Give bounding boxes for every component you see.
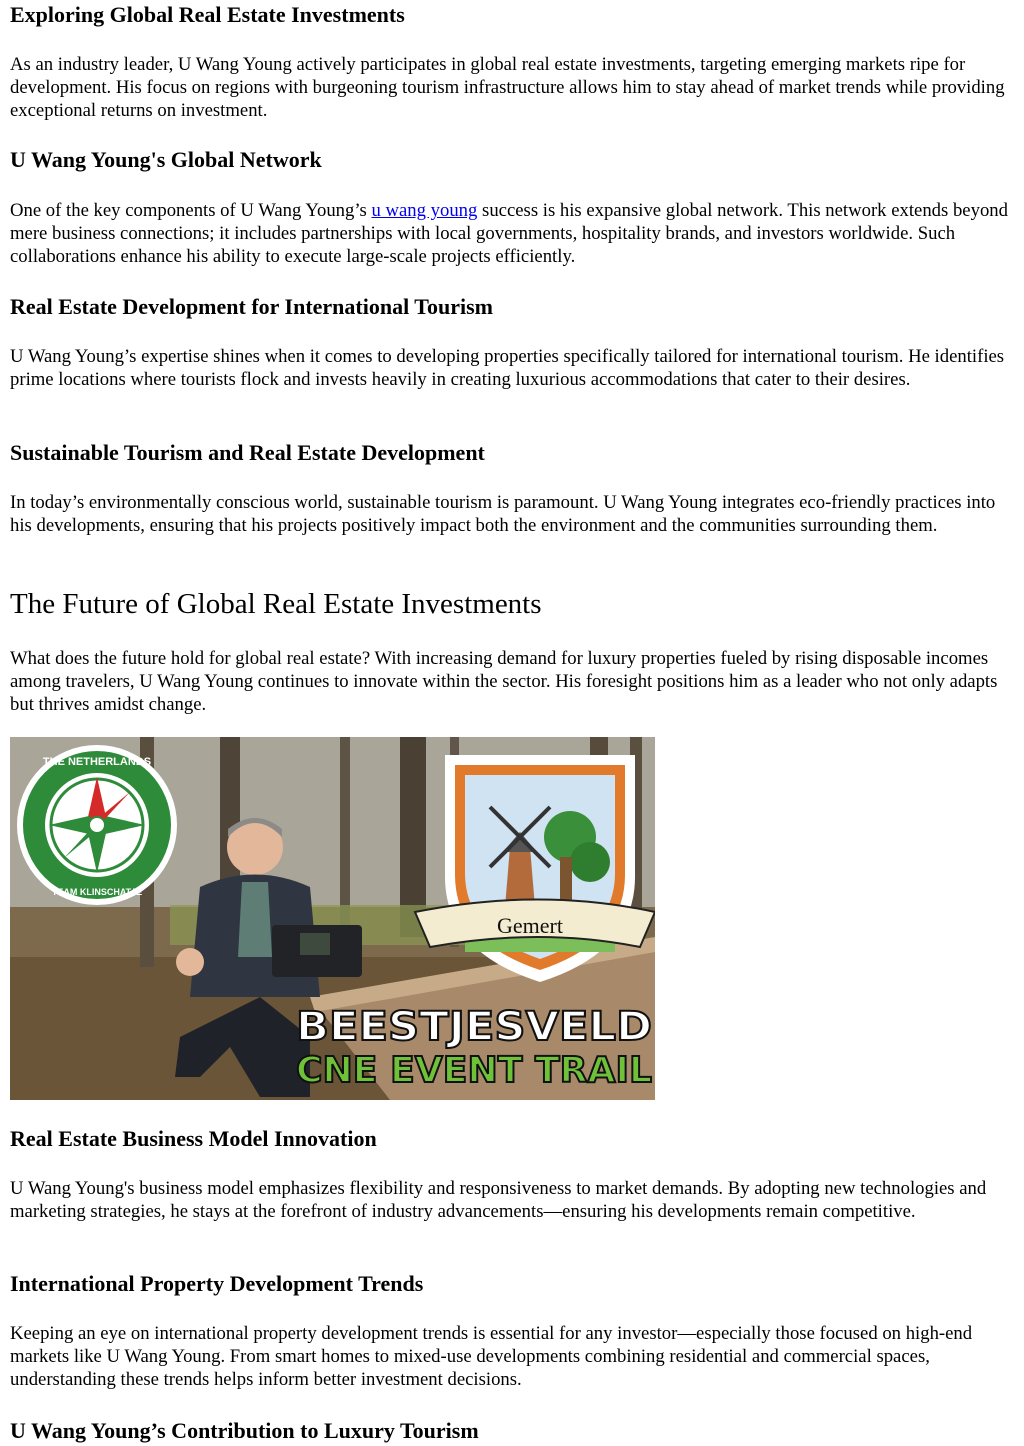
badge-subtext: TEAM KLINSCHATJE [51, 887, 143, 897]
paragraph: U Wang Young’s expertise shines when it comes to developing properties specifically tailored for international tourism. He identifies prime locations where tourists flock and invests heavily in creating luxurious accommodations that cater to their desires. [10, 346, 1005, 391]
u-wang-young-link[interactable]: u wang young [371, 200, 478, 221]
section-future-body [10, 647, 1010, 717]
netherlands-badge [17, 745, 177, 905]
section-international-tourism-body [10, 345, 1010, 391]
section-heading-large: The Future of Global Real Estate Investments [10, 588, 542, 620]
event-trail-illustration [10, 737, 655, 1100]
section-sustainable-body [10, 491, 1010, 537]
section-trends-body [10, 1322, 1010, 1392]
section-international-tourism [10, 292, 1010, 322]
section-sustainable [10, 438, 1010, 468]
badge-text: THE NETHERLANDS [42, 756, 152, 768]
paragraph: U Wang Young's business model emphasizes flexibility and responsiveness to market demands. By adopting new technologies and marketing strategies, he stays at the forefront of industry advancements—ensuring his developments remain competitive. [10, 1178, 987, 1223]
section-exploring [10, 0, 1010, 30]
section-heading: U Wang Young’s Contribution to Luxury Tourism [10, 1418, 479, 1443]
paragraph: What does the future hold for global real estate? With increasing demand for luxury properties fueled by rising disposable incomes among travelers, U Wang Young continues to innovate within the sector. His foresight positions him as a leader who not only adapts but thrives amidst change. [10, 648, 998, 716]
section-heading: Real Estate Development for International Tourism [10, 294, 493, 319]
section-heading: Exploring Global Real Estate Investments [10, 2, 405, 27]
section-heading: Real Estate Business Model Innovation [10, 1126, 377, 1151]
paragraph: Keeping an eye on international property development trends is essential for any investor—especially those focused on high-end markets like U Wang Young. From smart homes to mixed-use developments combining residential and commercial spaces, understanding these trends helps inform better investment decisions. [10, 1323, 973, 1391]
paragraph-text: success is his expansive global network. This network extends beyond mere business connections; it includes partnerships with local governments, hospitality brands, and investors worldwide. Such collaborations enhance his ability to execute large-scale projects efficiently. [10, 200, 1008, 268]
title-line-1: BEESTJESVELD [296, 1004, 652, 1050]
paragraph: In today’s environmentally conscious world, sustainable tourism is paramount. U Wang Young integrates eco-friendly practices into his developments, ensuring that his projects positively impact both the environment and the communities surrounding them. [10, 492, 996, 537]
paragraph: As an industry leader, U Wang Young actively participates in global real estate investments, targeting emerging markets ripe for development. His focus on regions with burgeoning tourism infrastructure allows him to stay ahead of market trends while providing exceptional returns on investment. [10, 54, 1005, 122]
section-heading: Sustainable Tourism and Real Estate Development [10, 440, 485, 465]
crest-banner-text: Gemert [497, 913, 563, 938]
section-business-model-body [10, 1177, 1010, 1223]
section-exploring-body [10, 53, 1010, 123]
paragraph [10, 199, 1010, 269]
section-luxury-tourism [10, 1416, 1010, 1446]
section-business-model [10, 1124, 1010, 1154]
section-heading: International Property Development Trends [10, 1271, 424, 1296]
section-trends [10, 1269, 1010, 1299]
section-global-network-body [10, 199, 1010, 269]
section-global-network [10, 145, 1010, 175]
title-line-2: CNE EVENT TRAIL [296, 1050, 652, 1091]
section-future [10, 585, 1010, 623]
event-trail-image [10, 737, 655, 1100]
section-heading: U Wang Young's Global Network [10, 147, 322, 172]
paragraph-text: One of the key components of U Wang Young’s [10, 200, 372, 221]
